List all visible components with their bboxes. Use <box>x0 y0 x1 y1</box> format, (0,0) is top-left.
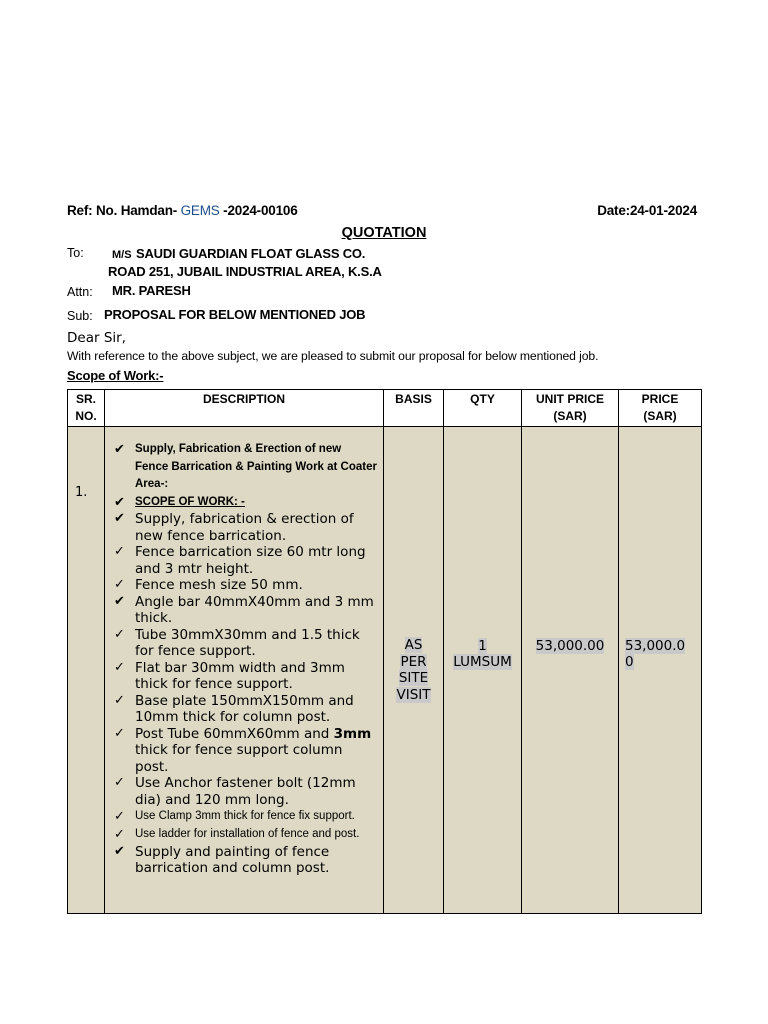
quotation-table <box>67 389 702 914</box>
reference-number <box>67 203 298 218</box>
document-title: QUOTATION <box>341 225 427 241</box>
table-row <box>68 427 702 914</box>
scope-list <box>111 441 377 877</box>
list-item: ✔ Supply, fabrication & erection of new fence barrication. <box>114 511 354 544</box>
salutation: Dear Sir, <box>67 330 126 346</box>
checkmark-icon: ✓ <box>114 725 125 741</box>
list-item: ✔ Supply and painting of fence barrication and column post. <box>114 843 330 877</box>
to-label: To: <box>67 246 84 260</box>
list-item: ✔ SCOPE OF WORK: - <box>114 494 245 510</box>
attn-label: Attn: <box>67 285 93 299</box>
list-item: ✓ Use ladder for installation of fence and post. <box>114 826 360 842</box>
ms-prefix: M/S <box>112 249 132 261</box>
header-sr-no: SR. NO. <box>68 390 105 427</box>
company-name: SAUDI GUARDIAN FLOAT GLASS CO. <box>136 246 366 261</box>
cell-description <box>105 427 384 914</box>
list-item: ✔ Supply, Fabrication & Erection of new Fence Barrication & Painting Work at Coater Area-: <box>114 442 377 490</box>
cell-unit-price: 53,000.00 <box>522 427 619 914</box>
checkmark-icon: ✔ <box>114 593 125 609</box>
list-item: ✓ Post Tube 60mmX60mm and 3mm thick for fence support column post. <box>114 725 372 775</box>
checkmark-icon: ✓ <box>114 692 125 708</box>
checkmark-icon: ✓ <box>114 659 125 675</box>
checkmark-icon: ✔ <box>114 494 125 510</box>
recipient-company <box>112 245 365 263</box>
list-item: ✓ Tube 30mmX30mm and 1.5 thick for fence support. <box>114 626 360 659</box>
header-unit-price: UNIT PRICE (SAR) <box>522 390 619 427</box>
list-item: ✓ Fence mesh size 50 mm. <box>114 577 303 593</box>
cell-price: 53,000.0 0 <box>619 427 702 914</box>
checkmark-icon: ✓ <box>114 544 125 559</box>
list-item: ✓ Base plate 150mmX150mm and 10mm thick for column post. <box>114 692 354 725</box>
subject-text: PROPOSAL FOR BELOW MENTIONED JOB <box>104 307 366 322</box>
table-header-row <box>68 390 702 427</box>
cell-qty: 1 LUMSUM <box>444 427 522 914</box>
recipient-address: ROAD 251, JUBAIL INDUSTRIAL AREA, K.S.A <box>108 264 382 279</box>
cell-basis: AS PER SITE VISIT <box>384 427 444 914</box>
subject-label: Sub: <box>67 309 93 323</box>
header-description: DESCRIPTION <box>105 390 384 427</box>
list-item: ✓ Use Anchor fastener bolt (12mm dia) and 120 mm long. <box>114 775 356 808</box>
checkmark-icon: ✔ <box>114 843 125 859</box>
checkmark-icon: ✓ <box>114 809 125 824</box>
attn-name: MR. PARESH <box>112 283 191 298</box>
header-basis: BASIS <box>384 390 444 427</box>
ref-prefix: Ref: No. Hamdan- <box>67 203 178 218</box>
checkmark-icon: ✔ <box>114 511 125 526</box>
checkmark-icon: ✓ <box>114 626 125 642</box>
header-price: PRICE (SAR) <box>619 390 702 427</box>
document-date: Date:24-01-2024 <box>597 203 697 218</box>
list-item: ✓ Flat bar 30mm width and 3mm thick for fence support. <box>114 659 345 692</box>
header-qty: QTY <box>444 390 522 427</box>
list-item: ✔ Angle bar 40mmX40mm and 3 mm thick. <box>114 593 374 626</box>
checkmark-icon: ✔ <box>114 442 125 457</box>
checkmark-icon: ✓ <box>114 775 125 790</box>
ref-gems: GEMS <box>180 203 220 218</box>
scope-heading: Scope of Work:- <box>67 368 164 383</box>
cell-sr-no: 1. <box>68 427 105 914</box>
checkmark-icon: ✓ <box>114 577 125 592</box>
ref-suffix: -2024-00106 <box>223 203 298 218</box>
list-item: ✓ Use Clamp 3mm thick for fence fix support. <box>114 809 355 824</box>
intro-paragraph: With reference to the above subject, we are pleased to submit our proposal for below mentioned job. <box>67 349 599 363</box>
list-item: ✓ Fence barrication size 60 mtr long and 3 mtr height. <box>114 544 366 577</box>
checkmark-icon: ✓ <box>114 826 125 842</box>
